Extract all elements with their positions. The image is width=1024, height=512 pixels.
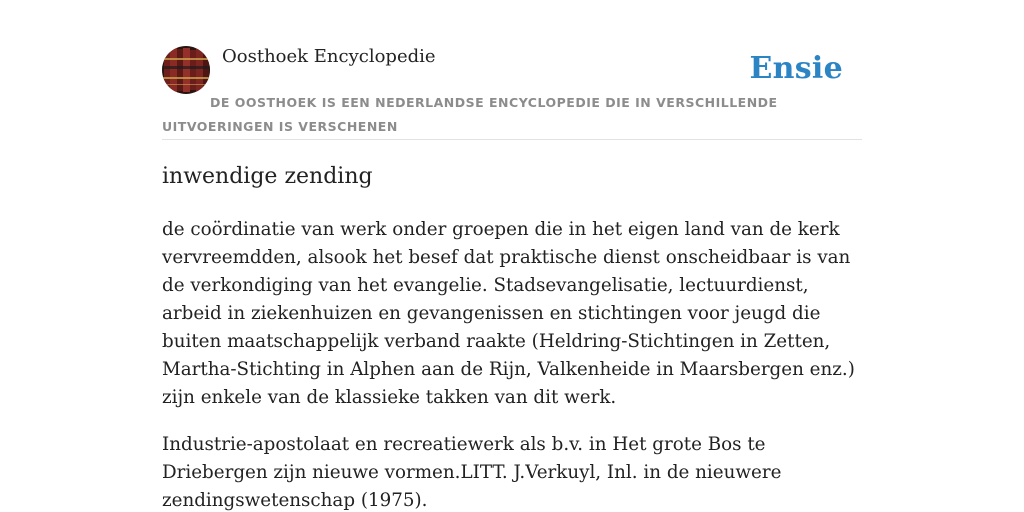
source-description: DE OOSTHOEK IS EEN NEDERLANDSE ENCYCLOPEDIE DIE IN VERSCHILLENDE UITVOERINGEN IS VERSCHENEN: [162, 95, 778, 134]
entry-paragraph: de coördinatie van werk onder groepen die in het eigen land van de kerk vervreemdden, alsook het besef dat praktische dienst onscheidbaar is van de verkondiging van het evangelie. Stadsevangelisatie, lectuurdienst, arbeid in ziekenhuizen en gevangenissen en stichtingen voor jeugd die buiten maatschappelijk verband raakte (Heldring-Stichtingen in Zetten, Martha-Stichting in Alphen aan de Rijn, Valkenheide in Maarsbergen enz.) zijn enkele van de klassieke takken van dit werk.: [162, 219, 855, 408]
brand-logo[interactable]: Ensie: [749, 51, 843, 86]
source-title[interactable]: Oosthoek Encyclopedie: [222, 46, 436, 67]
entry-paragraph: Industrie-apostolaat en recreatiewerk als b.v. in Het grote Bos te Driebergen zijn nieuwe vormen.LITT. J.Verkuyl, Inl. in de nieuwere zendingswetenschap (1975).: [162, 434, 782, 511]
encyclopedia-books-icon[interactable]: [162, 46, 210, 94]
entry-body: [162, 216, 862, 512]
entry-headword: inwendige zending: [162, 164, 373, 189]
divider: [162, 139, 862, 140]
